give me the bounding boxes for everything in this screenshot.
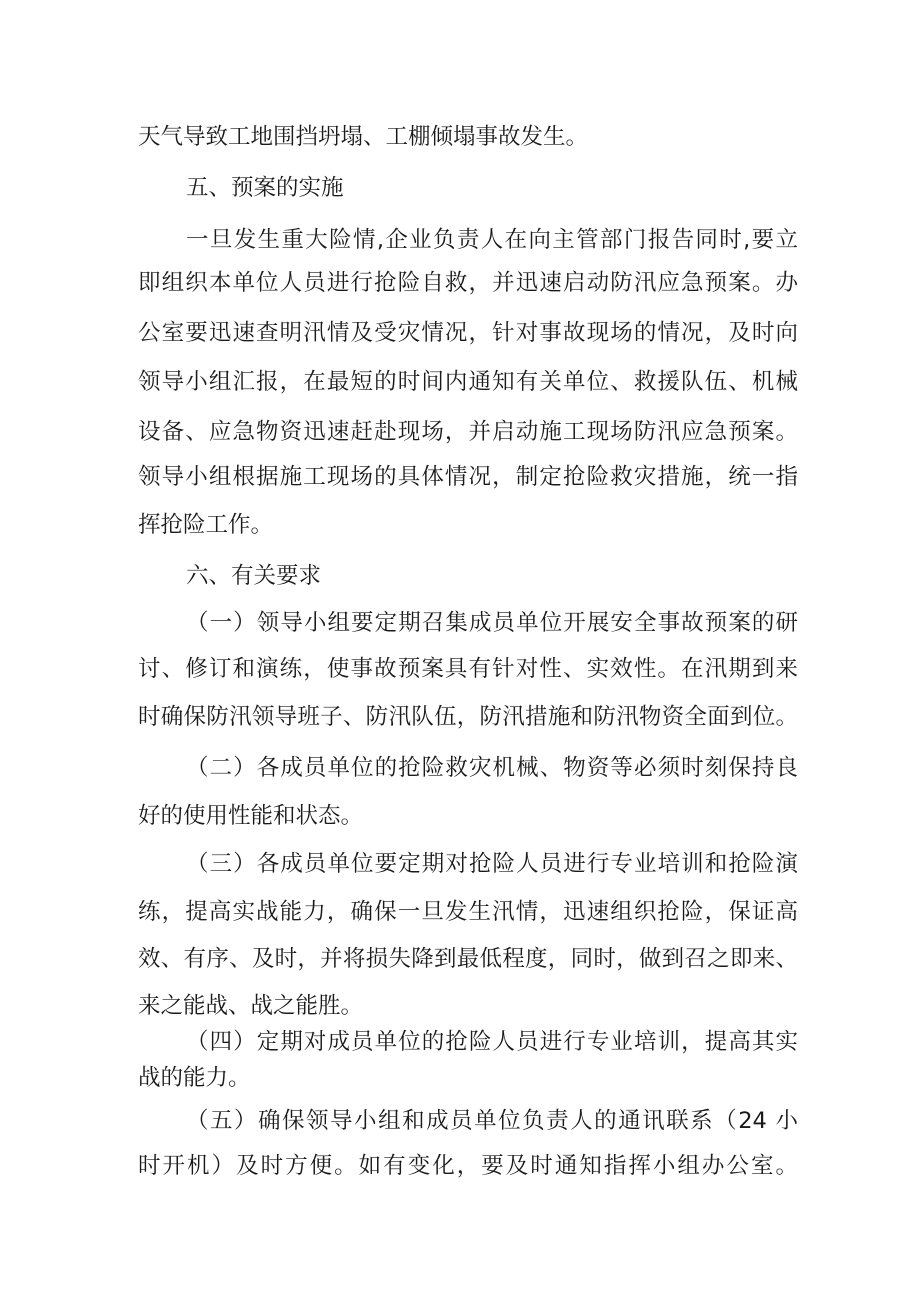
requirement-item-line: （五）确保领导小组和成员单位负责人的通讯联系（24 小 [186,1108,798,1134]
paragraph-line: 挥抢险工作。 [138,512,274,538]
requirement-item-line: 讨、修订和演练，使事故预案具有针对性、实效性。在汛期到来 [138,656,798,682]
requirement-item-line: 时确保防汛领导班子、防汛队伍，防汛措施和防汛物资全面到位。 [138,704,798,730]
paragraph-line: 领导小组汇报，在最短的时间内通知有关单位、救援队伍、机械 [138,369,798,395]
paragraph-line: 领导小组根据施工现场的具体情况，制定抢险救灾措施，统一指 [138,464,798,490]
requirement-item-line: 战的能力。 [138,1065,251,1091]
section-heading-implementation: 五、预案的实施 [186,175,344,201]
paragraph-line: 一旦发生重大险情,企业负责人在向主管部门报告同时,要立 [186,227,798,253]
paragraph-line: 设备、应急物资迅速赶赴现场，并启动施工现场防汛应急预案。 [138,419,798,445]
paragraph-line: 即组织本单位人员进行抢险自救，并迅速启动防汛应急预案。办 [138,270,798,296]
requirement-item-line: （三）各成员单位要定期对抢险人员进行专业培训和抢险演 [186,851,798,877]
requirement-item-line: （四）定期对成员单位的抢险人员进行专业培训，提高其实 [186,1029,798,1055]
requirement-item-line: 时开机）及时方便。如有变化，要及时通知指挥小组办公室。 [138,1153,798,1179]
requirement-item-line: （一）领导小组要定期召集成员单位开展安全事故预案的研 [186,610,798,636]
requirement-item-line: （二）各成员单位的抢险救灾机械、物资等必须时刻保持良 [186,755,798,781]
requirement-item-line: 来之能战、战之能胜。 [138,993,364,1019]
paragraph-continuation-line: 天气导致工地围挡坍塌、工棚倾塌事故发生。 [138,124,589,150]
requirement-item-line: 练，提高实战能力，确保一旦发生汛情，迅速组织抢险，保证高 [138,899,798,925]
paragraph-line: 公室要迅速查明汛情及受灾情况，针对事故现场的情况，及时向 [138,320,798,346]
section-heading-requirements: 六、有关要求 [186,563,322,589]
requirement-item-line: 效、有序、及时，并将损失降到最低程度，同时，做到召之即来、 [138,946,798,972]
requirement-item-line: 好的使用性能和状态。 [138,803,364,829]
